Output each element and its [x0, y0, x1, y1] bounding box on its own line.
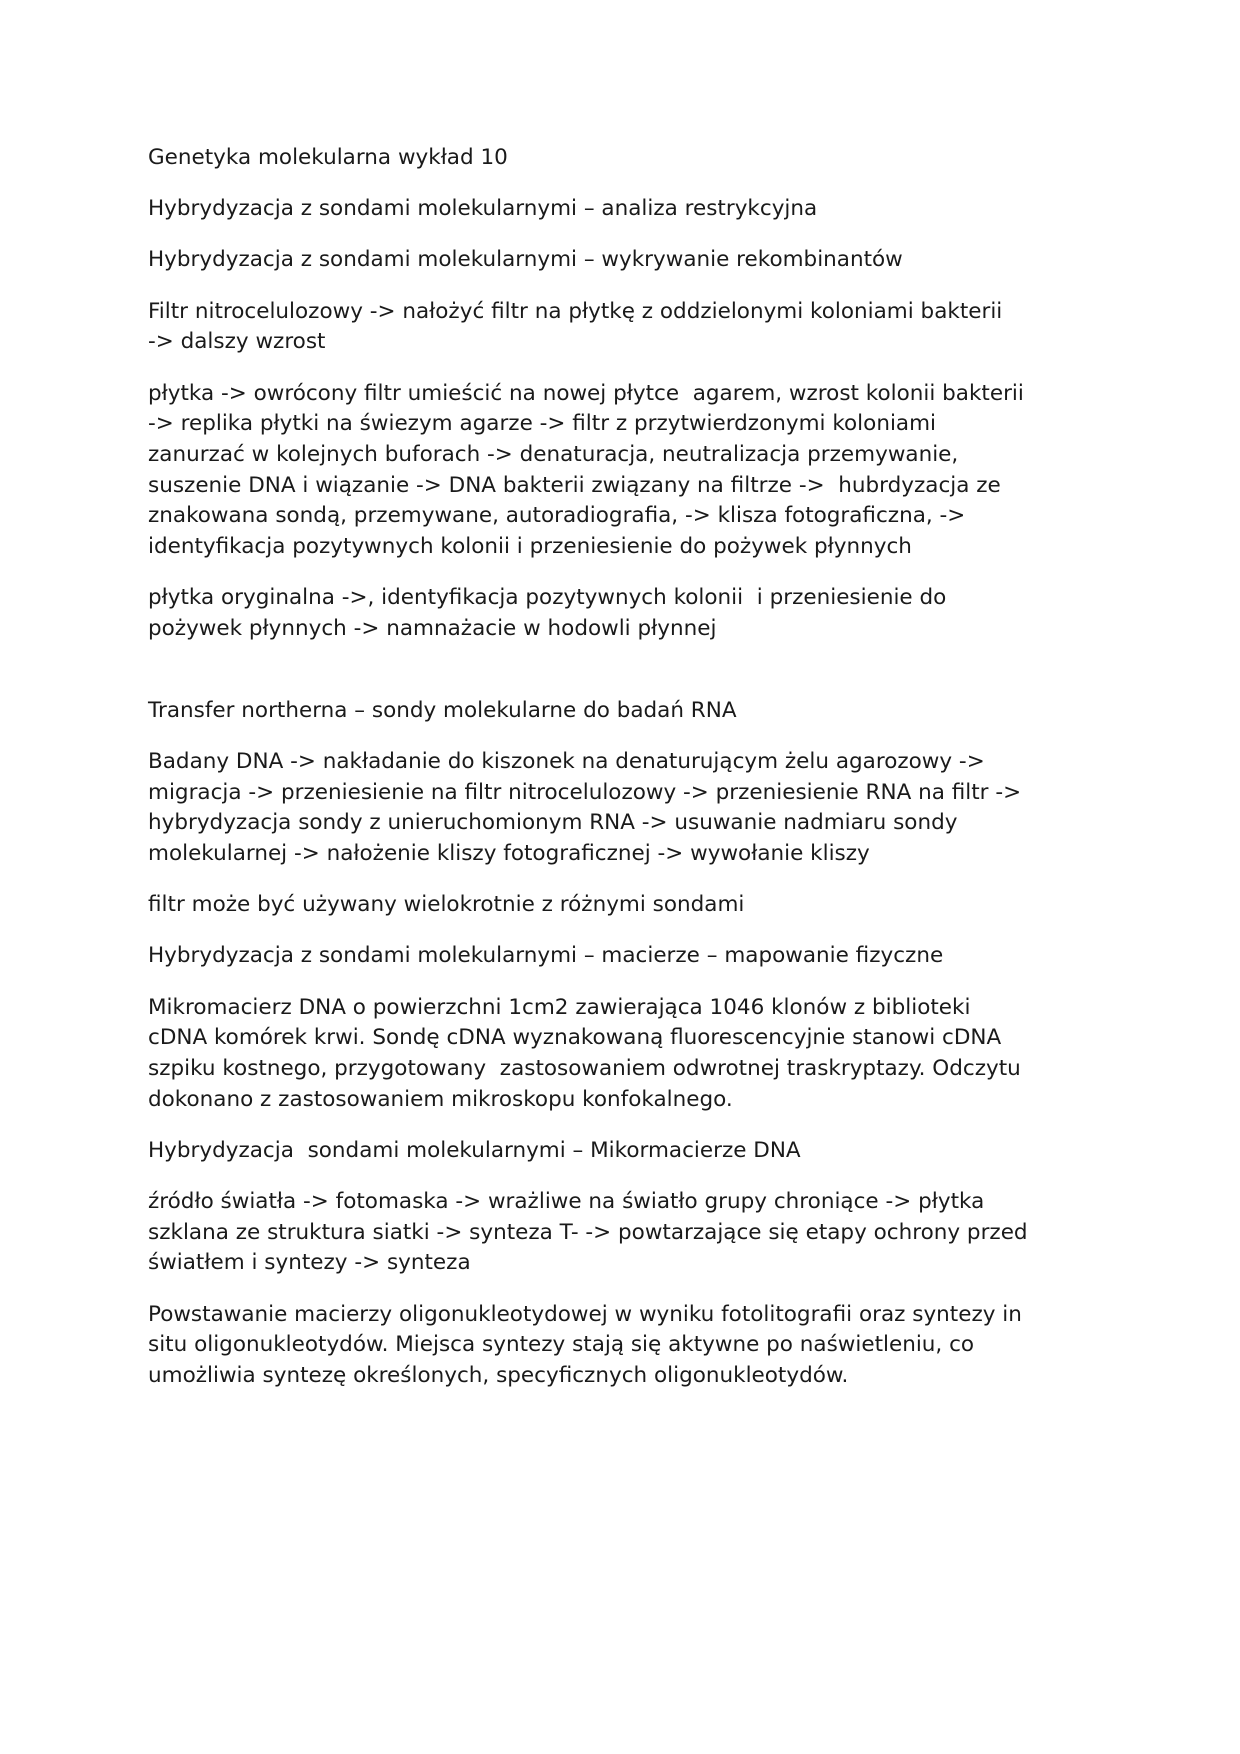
paragraph-plate-procedure: płytka -> owrócony filtr umieścić na nowej płytce agarem, wzrost kolonii bakterii -> replika płytki na świezym agarze -> filtr z przytwierdzonymi koloniami zanurzać w kolejnych buforach -> denaturacja, neutralizacja przemywanie, suszenie DNA i wiązanie -> DNA bakterii związany na filtrze -> hubrdyzacja ze znakowana sondą, przemywane, autoradiografia, -> klisza fotograficzna, -> identyfikacja pozytywnych kolonii i przeniesienie do pożywek płynnych	[148, 380, 1024, 560]
document-page	[148, 143, 1098, 1412]
paragraph-original-plate: płytka oryginalna ->, identyfikacja pozytywnych kolonii i przeniesienie do pożywek płynnych -> namnażacie w hodowli płynnej	[148, 585, 947, 641]
paragraph-heading-northern-transfer: Transfer northerna – sondy molekularne do badań RNA	[148, 697, 737, 723]
paragraph-northern-procedure: Badany DNA -> nakładanie do kiszonek na denaturującym żelu agarozowy -> migracja -> przeniesienie na filtr nitrocelulozowy -> przeniesienie RNA na filtr -> hybrydyzacja sondy z unieruchomionym RNA -> usuwanie nadmiaru sondy molekularnej -> nałożenie kliszy fotograficznej -> wywołanie kliszy	[148, 748, 1022, 866]
paragraph-microarray-description: Mikromacierz DNA o powierzchni 1cm2 zawierająca 1046 klonów z biblioteki cDNA komórek krwi. Sondę cDNA wyznakowaną fluorescencyjnie stanowi cDNA szpiku kostnego, przygotowany zastosowaniem odwrotnej traskryptazy. Odczytu dokonano z zastosowaniem mikroskopu konfokalnego.	[148, 994, 1021, 1112]
paragraph-heading-recombinant-detection: Hybrydyzacja z sondami molekularnymi – wykrywanie rekombinantów	[148, 247, 903, 273]
paragraph-photolithography-steps: źródło światła -> fotomaska -> wrażliwe na światło grupy chroniące -> płytka szklana ze struktura siatki -> synteza T- -> powtarzające się etapy ochrony przed światłem i syntezy -> synteza	[148, 1189, 1028, 1276]
paragraph-heading-dna-microarrays: Hybrydyzacja sondami molekularnymi – Mikormacierze DNA	[148, 1137, 801, 1163]
paragraph-filter-reuse: filtr może być używany wielokrotnie z różnymi sondami	[148, 892, 745, 918]
paragraph-nitrocellulose-filter: Filtr nitrocelulozowy -> nałożyć filtr na płytkę z oddzielonymi koloniami bakterii -> dalszy wzrost	[148, 298, 1003, 355]
paragraph-heading-arrays-mapping: Hybrydyzacja z sondami molekularnymi – macierze – mapowanie fizyczne	[148, 943, 944, 969]
document-title: Genetyka molekularna wykład 10	[148, 145, 508, 170]
paragraph-oligonucleotide-array: Powstawanie macierzy oligonukleotydowej w wyniku fotolitografii oraz syntezy in situ oligonukleotydów. Miejsca syntezy stają się aktywne po naświetleniu, co umożliwia syntezę określonych, specyficznych oligonukleotydów.	[148, 1301, 1022, 1389]
paragraph-heading-restriction-analysis: Hybrydyzacja z sondami molekularnymi – analiza restrykcyjna	[148, 196, 818, 222]
